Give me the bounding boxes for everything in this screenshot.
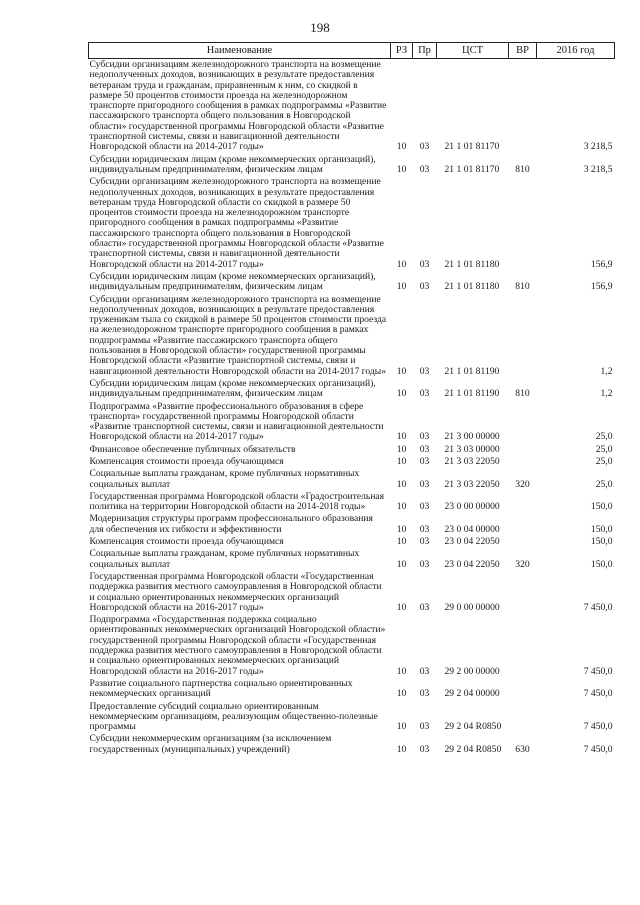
table-row [89,513,615,536]
cell-cst: 29 2 04 R0850 [444,743,502,755]
cell-cst: 29 2 00 00000 [444,665,500,677]
cell-name: Государственная программа Новгородской области «Градостроительная политика на территории Новгородской области на 2014-2018 годы» [89,490,385,513]
cell-vr: 320 [515,478,530,490]
cell-pr: 03 [419,665,430,677]
cell-amount: 25,0 [595,443,613,455]
budget-table [88,42,615,756]
cell-pr: 03 [419,478,430,490]
cell-amount: 25,0 [595,478,613,490]
cell-name: Подпрограмма «Развитие профессионального образования в сфере транспорта» государственной программы Новгородской области «Развитие транспортной системы, связи и навигационной деятельности Новгородской области на 2014-2017 годы» [89,400,384,443]
cell-vr [509,513,537,536]
table-row [89,176,615,271]
cell-rz: 10 [396,721,407,733]
cell-pr: 03 [419,536,430,548]
cell-amount: 150,0 [590,523,613,535]
cell-name: Социальные выплаты гражданам, кроме публичных нормативных социальных выплат [89,548,360,570]
cell-vr: 320 [515,558,530,570]
cell-pr: 03 [419,388,430,400]
cell-vr [509,614,537,678]
cell-rz: 10 [396,365,407,377]
cell-vr: 810 [515,281,530,293]
cell-pr: 03 [419,688,430,700]
cell-name: Субсидии организациям железнодорожного транспорта на возмещение недополученных доходов, возникающих в результате предоставления ветеранам труда и гражданам, приравненным к ним, со скидкой в размере 50 процентов стоимости проезда на железнодорожном транспорте пригородного сообщения в рамках подпрограммы «Развитие пассажирского транспорта общего пользования в Новгородской области» государственной программы Новгородской области «Развитие транспортной системы, связи и навигационной деятельности Новгородской области на 2014-2017 годы» [89,59,387,153]
cell-name: Социальные выплаты гражданам, кроме публичных нормативных социальных выплат [89,468,360,490]
cell-vr [509,59,537,154]
cell-cst: 21 3 03 22050 [444,455,500,467]
budget-table-sheet [88,42,614,756]
cell-vr [509,678,537,701]
cell-amount: 7 450,0 [583,743,613,755]
cell-name: Субсидии юридическим лицам (кроме некоммерческих организаций), индивидуальным предпринимателям, физическим лицам [89,377,376,400]
table-row [89,536,615,548]
cell-rz: 10 [396,455,407,467]
cell-rz: 10 [396,443,407,455]
cell-cst: 21 1 01 81190 [444,365,500,377]
cell-pr: 03 [419,455,430,467]
cell-amount: 25,0 [595,455,613,467]
cell-amount: 150,0 [590,536,613,548]
table-header-row [89,43,615,59]
cell-vr: 630 [515,743,530,755]
cell-rz: 10 [396,536,407,548]
table-row [89,154,615,177]
cell-vr [509,701,537,734]
cell-pr: 03 [419,743,430,755]
cell-name: Модернизация структуры программ профессионального образования для обеспечения их гибкости и эффективности [89,513,373,535]
table-row [89,733,615,756]
header-year: 2016 год [537,43,615,59]
cell-rz: 10 [396,501,407,513]
cell-pr: 03 [419,558,430,570]
header-cst: ЦСТ [437,43,509,59]
table-row [89,491,615,514]
header-name: Наименование [89,43,391,59]
table-row [89,548,615,571]
cell-cst: 21 3 03 00000 [444,443,500,455]
cell-cst: 21 1 01 81180 [444,258,500,270]
cell-pr: 03 [419,258,430,270]
cell-name: Компенсация стоимости проезда обучающимся [89,536,284,548]
cell-cst: 29 2 04 R0850 [444,721,502,733]
cell-vr [509,401,537,444]
cell-rz: 10 [396,163,407,175]
cell-pr: 03 [419,721,430,733]
cell-rz: 10 [396,431,407,443]
cell-cst: 21 3 03 22050 [444,478,500,490]
cell-amount: 150,0 [590,558,613,570]
cell-pr: 03 [419,431,430,443]
cell-amount: 7 450,0 [583,721,613,733]
cell-name: Подпрограмма «Государственная поддержка социально ориентированных некоммерческих организаций Новгородской области» государственной программы Новгородской области «Государственная поддержка развития местного самоуправления в Новгородской области и социально ориентированных некоммерческих организаций Новгородской области на 2016-2017 годы» [89,614,386,677]
cell-rz: 10 [396,558,407,570]
table-row [89,401,615,444]
cell-rz: 10 [396,478,407,490]
cell-amount: 7 450,0 [583,688,613,700]
cell-vr: 810 [515,388,530,400]
cell-vr [509,444,537,456]
cell-name: Развитие социального партнерства социально ориентированных некоммерческих организаций [89,677,353,700]
cell-amount: 1,2 [600,388,613,400]
page-number: 198 [310,20,330,35]
cell-name: Предоставление субсидий социально ориентированным некоммерческим организациям, реализующим общественно-полезные программы [89,700,378,733]
table-row [89,378,615,401]
cell-amount: 3 218,5 [583,141,613,153]
cell-name: Государственная программа Новгородской области «Государственная поддержка развития местного самоуправления в Новгородской области и социально ориентированных некоммерческих организаций Новгородской области на 2016-2017 годы» [89,570,382,613]
cell-cst: 21 1 01 81180 [444,281,500,293]
cell-vr [509,536,537,548]
cell-cst: 29 2 04 00000 [444,688,500,700]
cell-name: Финансовое обеспечение публичных обязательств [89,443,296,455]
cell-vr [509,571,537,614]
table-row [89,614,615,678]
table-row [89,59,615,154]
table-row [89,701,615,734]
cell-name: Субсидии организациям железнодорожного транспорта на возмещение недополученных доходов, возникающих в результате предоставления ветеранам труда Новгородской области со скидкой в размере 50 процентов стоимости проезда на железнодорожном транспорте пригородного сообщения в рамках подпрограммы «Развитие пассажирского транспорта общего пользования в Новгородской области» государственной программы Новгородской области «Развитие транспортной системы, связи и навигационной деятельности Новгородской области на 2014-2017 годы» [89,176,384,270]
table-row [89,468,615,491]
table-row [89,678,615,701]
cell-pr: 03 [419,365,430,377]
cell-vr [509,294,537,378]
cell-cst: 23 0 00 00000 [444,501,500,513]
cell-cst: 21 1 01 81190 [444,388,500,400]
table-row [89,456,615,468]
cell-pr: 03 [419,523,430,535]
cell-amount: 7 450,0 [583,665,613,677]
cell-cst: 29 0 00 00000 [444,601,500,613]
cell-amount: 25,0 [595,431,613,443]
cell-amount: 156,9 [590,281,613,293]
cell-rz: 10 [396,258,407,270]
cell-vr [509,456,537,468]
cell-rz: 10 [396,688,407,700]
table-row [89,444,615,456]
cell-rz: 10 [396,601,407,613]
cell-pr: 03 [419,281,430,293]
table-row [89,271,615,294]
cell-pr: 03 [419,141,430,153]
cell-name: Субсидии организациям железнодорожного транспорта на возмещение недополученных доходов, возникающих в результате предоставления труженикам тыла со скидкой в размере 50 процентов стоимости проезда на железнодорожном транспорте пригородного сообщения в рамках подпрограммы «Развитие пассажирского транспорта общего пользования в Новгородской области» государственной программы Новгородской области «Развитие транспортной системы, связи и навигационной деятельности Новгородской области на 2014-2017 годы» [89,293,387,377]
cell-rz: 10 [396,523,407,535]
cell-rz: 10 [396,141,407,153]
table-row [89,571,615,614]
header-vr: ВР [509,43,537,59]
cell-cst: 23 0 04 22050 [444,558,500,570]
cell-vr: 810 [515,163,530,175]
cell-pr: 03 [419,443,430,455]
cell-vr [509,491,537,514]
cell-amount: 7 450,0 [583,601,613,613]
cell-name: Субсидии юридическим лицам (кроме некоммерческих организаций), индивидуальным предпринимателям, физическим лицам [89,153,376,175]
cell-amount: 156,9 [590,258,613,270]
cell-cst: 23 0 04 00000 [444,523,500,535]
cell-cst: 21 3 00 00000 [444,431,500,443]
cell-amount: 3 218,5 [583,163,613,175]
cell-rz: 10 [396,743,407,755]
cell-pr: 03 [419,163,430,175]
cell-rz: 10 [396,665,407,677]
cell-name: Субсидии некоммерческим организациям (за исключением государственных (муниципальных) учреждений) [89,733,332,755]
cell-vr [509,176,537,271]
cell-name: Субсидии юридическим лицам (кроме некоммерческих организаций), индивидуальным предпринимателям, физическим лицам [89,270,376,293]
cell-amount: 150,0 [590,501,613,513]
cell-pr: 03 [419,601,430,613]
cell-cst: 23 0 04 22050 [444,536,500,548]
table-row [89,294,615,378]
cell-cst: 21 1 01 81170 [444,141,500,153]
cell-rz: 10 [396,281,407,293]
header-pr: Пр [413,43,437,59]
cell-cst: 21 1 01 81170 [444,163,500,175]
cell-rz: 10 [396,388,407,400]
cell-pr: 03 [419,501,430,513]
header-rz: РЗ [391,43,413,59]
cell-name: Компенсация стоимости проезда обучающимся [89,455,284,467]
cell-amount: 1,2 [600,365,613,377]
